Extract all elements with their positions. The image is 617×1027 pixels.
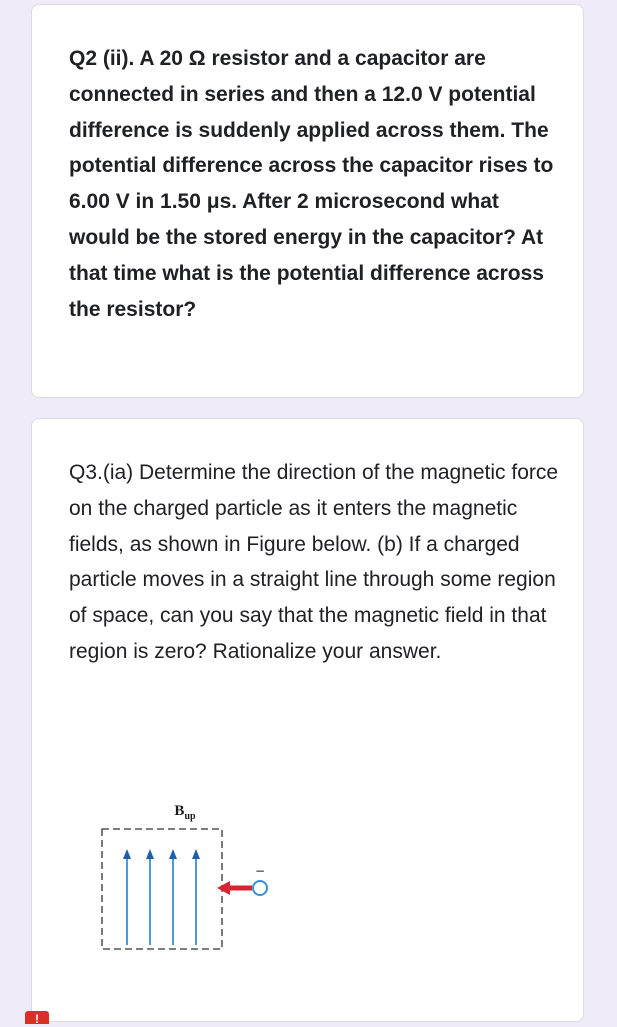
particle-charge-sign: − xyxy=(254,864,266,878)
velocity-arrow xyxy=(217,881,252,895)
magnetic-field-figure xyxy=(97,797,277,957)
question-text-q3: Q3.(ia) Determine the direction of the magnetic force on the charged particle as it enters the magnetic fields, as shown in Figure below. (b) If a charged particle moves in a straight line through some region of space, can you say that the magnetic field in that region is zero? Rationalize your answer. xyxy=(69,461,559,663)
question-text-q2: Q2 (ii). A 20 Ω resistor and a capacitor are connected in series and then a 12.0 V potential difference is suddenly applied across them. The potential difference across the capacitor rises to 6.00 V in 1.50 μs. After 2 microsecond what would be the stored energy in the capacitor? At that time what is the potential difference across the resistor? xyxy=(69,47,554,321)
field-arrows xyxy=(123,849,200,945)
field-arrowhead xyxy=(169,849,177,859)
question-card-q2 xyxy=(31,4,584,398)
field-arrowhead xyxy=(123,849,131,859)
charged-particle xyxy=(253,881,267,895)
field-label-sub: up xyxy=(184,811,196,822)
question-card-q3 xyxy=(31,418,584,1022)
field-label xyxy=(174,803,196,822)
field-arrowhead xyxy=(146,849,154,859)
warning-badge: ! xyxy=(25,1011,49,1024)
field-arrowhead xyxy=(192,849,200,859)
field-label-main: B xyxy=(174,803,185,819)
field-region-boundary xyxy=(102,829,222,949)
